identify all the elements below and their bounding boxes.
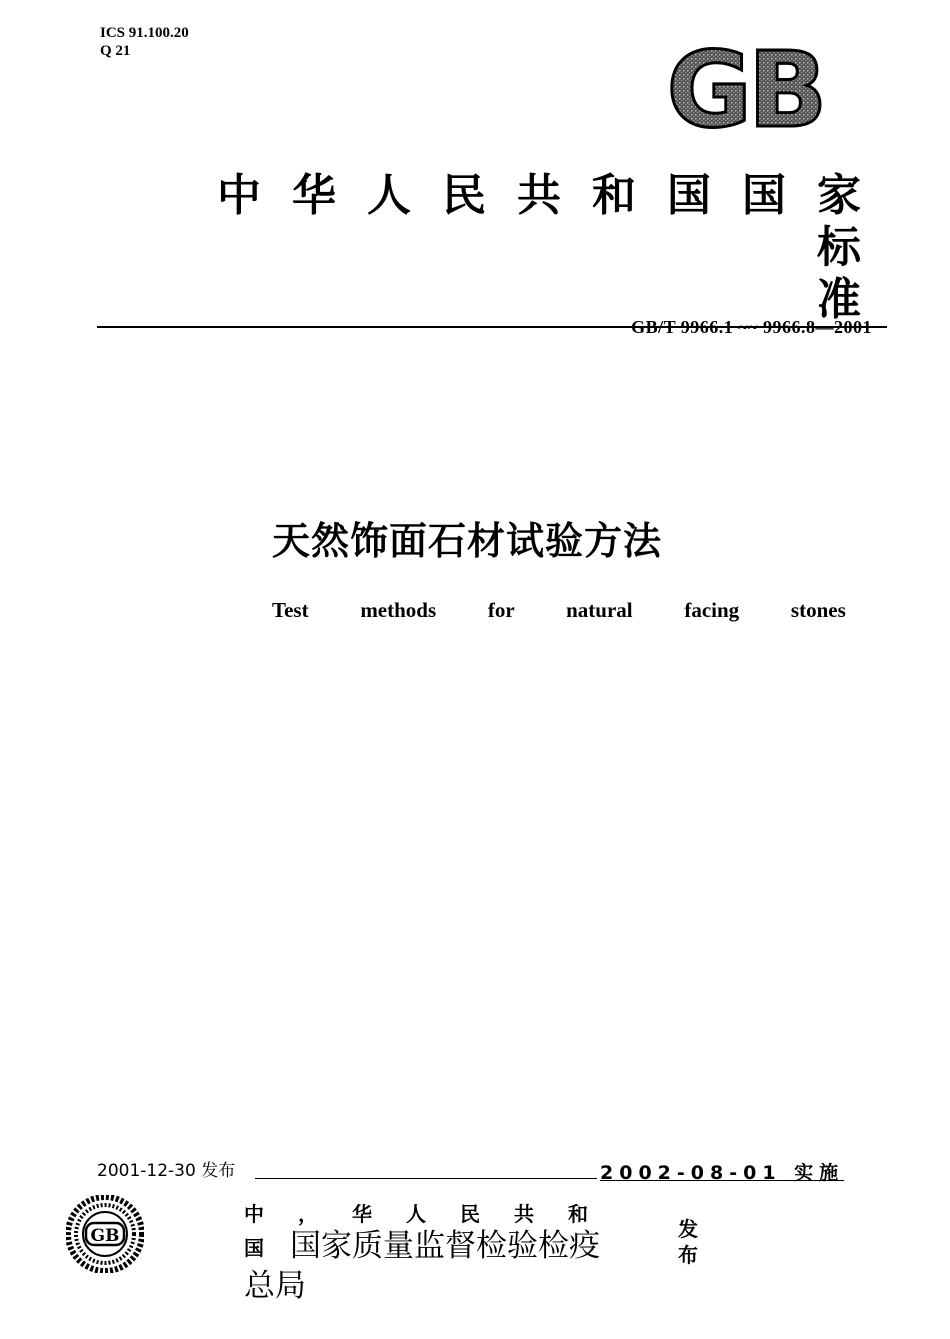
standard-number: GB/T 9966.1 ~~ 9966.8—2001 xyxy=(631,317,872,337)
issue-date-block xyxy=(97,1156,235,1181)
publish-label xyxy=(678,1216,700,1268)
gb-logo xyxy=(655,42,835,138)
ccs-code: Q 21 xyxy=(100,43,131,59)
svg-text:GB: GB xyxy=(90,1226,120,1246)
issue-label: 发布 xyxy=(201,1161,236,1181)
publisher-name: 国家质量监督检验检疫 xyxy=(290,1228,600,1264)
document-title-english: Test methods for natural facing stones xyxy=(272,598,846,622)
effective-date-block xyxy=(600,1158,844,1185)
issue-date: 2001-12-30 xyxy=(97,1161,196,1181)
standard-type-heading xyxy=(150,170,892,326)
ics-code: ICS 91.100.20 xyxy=(100,25,189,41)
publish-label-char-1: 发 xyxy=(678,1217,698,1241)
svg-text:GB: GB xyxy=(666,42,824,138)
date-divider-line xyxy=(255,1178,597,1179)
ics-code-block xyxy=(100,24,189,60)
publish-label-char-2: 布 xyxy=(678,1243,698,1267)
effective-date: 2002-08-01 xyxy=(600,1162,782,1184)
standard-type-line-2: 准 xyxy=(817,275,892,324)
publisher-guo: 国 xyxy=(244,1236,264,1260)
aqsiq-emblem xyxy=(66,1195,144,1273)
standard-type-line-1: 中华人民共和国国家标 xyxy=(217,171,892,272)
document-title-chinese: 天然饰面石材试验方法 xyxy=(272,519,663,563)
publisher-prefix: 中，华人民共和 xyxy=(244,1202,622,1226)
effective-label: 实施 xyxy=(794,1162,845,1184)
publisher-suffix: 总局 xyxy=(244,1268,306,1304)
